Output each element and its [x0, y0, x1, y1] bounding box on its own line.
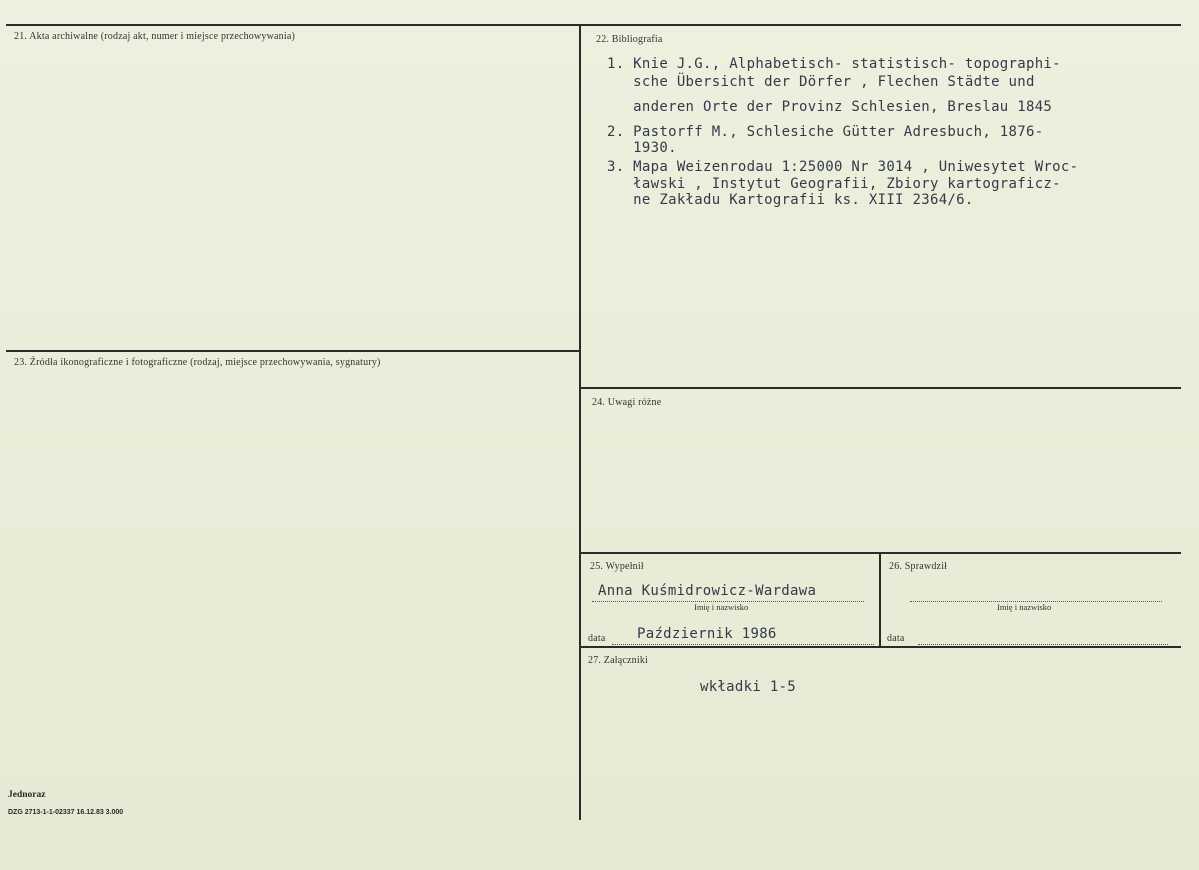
divider-21-23	[6, 350, 579, 352]
footer-title: Jednoraz	[8, 790, 46, 800]
divider-25-26	[879, 553, 881, 647]
bibliography-line-8: ne Zakładu Kartografii ks. XIII 2364/6.	[607, 192, 974, 208]
bibliography-line-6: 3. Mapa Weizenrodau 1:25000 Nr 3014 , Uniwesytet Wroc-	[607, 159, 1079, 175]
center-divider	[579, 25, 581, 820]
bibliography-line-7: ławski , Instytut Geografii, Zbiory kartograficz-	[607, 176, 1061, 192]
attachments-content: wkładki 1-5	[700, 679, 797, 695]
filled-by-date-line	[612, 644, 874, 645]
filled-by-date-label: data	[588, 633, 606, 644]
checked-by-name-caption: Imię i nazwisko	[997, 602, 1052, 612]
filled-by-name-caption: Imię i nazwisko	[694, 602, 749, 612]
footer-code: DZG 2713-1-1-02337 16.12.83 3.000	[8, 809, 124, 816]
section-22-label: 22. Bibliografia	[596, 34, 663, 45]
divider-24-25	[581, 552, 1181, 554]
bibliography-line-2: sche Übersicht der Dörfer , Flechen Städte und	[607, 74, 1035, 90]
divider-22-24	[581, 387, 1181, 389]
filled-by-date: Październik 1986	[637, 626, 777, 642]
filled-by-name: Anna Kuśmidrowicz-Wardawa	[598, 583, 817, 599]
checked-by-date-label: data	[887, 633, 905, 644]
section-24-label: 24. Uwagi różne	[592, 397, 662, 408]
section-23-label: 23. Źródła ikonograficzne i fotograficzne (rodzaj, miejsce przechowywania, sygnatury)	[14, 357, 381, 368]
bibliography-line-5: 1930.	[607, 140, 677, 156]
bibliography-line-4: 2. Pastorff M., Schlesiche Gütter Adresbuch, 1876-	[607, 124, 1044, 140]
section-25-label: 25. Wypełnił	[590, 561, 644, 572]
section-26-label: 26. Sprawdził	[889, 561, 948, 572]
divider-25-27	[581, 646, 1181, 648]
top-border	[6, 24, 1181, 26]
bibliography-line-1: 1. Knie J.G., Alphabetisch- statistisch- topographi-	[607, 56, 1061, 72]
checked-by-date-line	[918, 644, 1168, 645]
section-21-label: 21. Akta archiwalne (rodzaj akt, numer i miejsce przechowywania)	[14, 31, 296, 42]
bibliography-line-3: anderen Orte der Provinz Schlesien, Breslau 1845	[607, 99, 1053, 115]
section-27-label: 27. Załączniki	[588, 655, 648, 666]
